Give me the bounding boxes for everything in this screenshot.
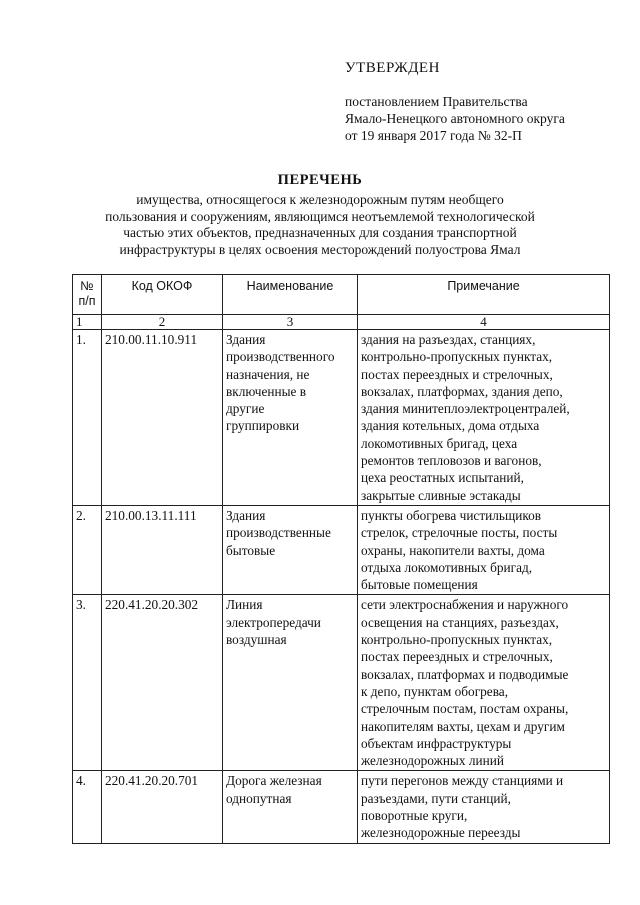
table-header-row — [73, 275, 610, 315]
item-note-line: поворотные круги, — [361, 808, 468, 824]
item-name-line: другие — [226, 401, 265, 417]
item-name-line: Дорога железная — [226, 773, 322, 789]
item-note — [358, 505, 610, 594]
approval-line: постановлением Правительства — [345, 94, 528, 109]
item-name — [223, 771, 358, 843]
item-note-line: к депо, пунктам обогрева, — [361, 683, 509, 699]
item-note-line: цеха реостатных испытаний, — [361, 470, 524, 486]
item-name-line: однопутная — [226, 790, 292, 806]
item-note-line: пункты обогрева чистильщиков — [361, 507, 542, 523]
header-num — [73, 275, 102, 315]
okof-code: 210.00.13.11.111 — [102, 505, 223, 594]
item-name-line: производственного — [226, 349, 335, 365]
okof-code: 220.41.20.20.701 — [102, 771, 223, 843]
approval-line: от 19 января 2017 года № 32-П — [345, 128, 522, 143]
item-note-line: накопителям вахты, цехам и другим — [361, 718, 565, 734]
approval-line: Ямало-Ненецкого автономного округа — [345, 111, 565, 126]
item-note-line: постах переездных и стрелочных, — [361, 649, 553, 665]
item-note-line: бытовые помещения — [361, 577, 478, 593]
item-name-line: назначения, не — [226, 366, 310, 382]
table-row — [73, 330, 610, 506]
column-number: 3 — [223, 315, 358, 330]
okof-code: 210.00.11.10.911 — [102, 330, 223, 506]
item-note-line: отдыха локомотивных бригад, — [361, 559, 533, 575]
item-name-line: Здания — [226, 507, 266, 523]
item-note-line: здания на разъездах, станциях, — [361, 332, 536, 347]
item-note-line: здания котельных, дома отдыха — [361, 418, 540, 434]
item-name-line: бытовые — [226, 542, 276, 558]
item-note — [358, 330, 610, 506]
document-title: ПЕРЕЧЕНЬ — [277, 172, 363, 188]
header-name: Наименование — [223, 275, 358, 315]
item-note-line: стрелок, стрелочные посты, посты — [361, 525, 558, 541]
item-name-line: группировки — [226, 418, 300, 434]
table-row — [73, 771, 610, 843]
item-note-line: объектам инфраструктуры — [361, 735, 512, 751]
subtitle-line: инфраструктуры в целях освоения месторождений полуострова Ямал — [119, 241, 521, 257]
item-note-line: железнодорожные переезды — [361, 825, 521, 841]
item-note-line: здания минитеплоэлектроцентралей, — [361, 401, 570, 417]
item-name — [223, 505, 358, 594]
item-note-line: постах переездных и стрелочных, — [361, 366, 553, 382]
row-number: 4. — [73, 771, 102, 843]
item-note-line: пути перегонов между станциями и — [361, 773, 564, 789]
property-table — [72, 274, 610, 844]
document-subtitle — [70, 192, 570, 258]
item-note-line: контрольно-пропускных пунктах, — [361, 632, 553, 648]
row-number: 2. — [73, 505, 102, 594]
item-note-line: вокзалах, платформах, здания депо, — [361, 383, 563, 399]
item-note-line: локомотивных бригад, цеха — [361, 435, 518, 451]
subtitle-line: пользования и сооружениям, являющимся неотъемлемой технологической — [105, 208, 535, 224]
table-row — [73, 595, 610, 771]
item-note-line: охраны, накопители вахты, дома — [361, 542, 545, 558]
item-note-line: сети электроснабжения и наружного — [361, 597, 569, 613]
item-name-line: Линия — [226, 597, 263, 613]
okof-code: 220.41.20.20.302 — [102, 595, 223, 771]
item-name-line: воздушная — [226, 632, 287, 648]
item-name-line: производственные — [226, 525, 331, 541]
column-number: 4 — [358, 315, 610, 330]
row-number: 3. — [73, 595, 102, 771]
item-note — [358, 771, 610, 843]
item-name-line: включенные в — [226, 383, 307, 399]
item-name — [223, 330, 358, 506]
item-note — [358, 595, 610, 771]
subtitle-line: частью этих объектов, предназначенных для создания транспортной — [123, 225, 517, 240]
item-note-line: железнодорожных линий — [361, 753, 504, 769]
subtitle-line: имущества, относящегося к железнодорожным путям необщего — [136, 192, 504, 207]
item-note-line: закрытые сливные эстакады — [361, 487, 521, 503]
column-number: 1 — [73, 315, 102, 330]
header-num-line: № — [80, 279, 94, 293]
item-name-line: электропередачи — [226, 614, 321, 630]
header-code: Код ОКОФ — [102, 275, 223, 315]
row-number: 1. — [73, 330, 102, 506]
item-name — [223, 595, 358, 771]
table-row — [73, 505, 610, 594]
item-name-line: Здания — [226, 332, 266, 347]
table-body — [73, 330, 610, 844]
item-note-line: разъездами, пути станций, — [361, 790, 511, 806]
item-note-line: стрелочным постам, постам охраны, — [361, 701, 569, 717]
header-num-line: п/п — [78, 294, 96, 308]
column-number: 2 — [102, 315, 223, 330]
item-note-line: освещения на станциях, разъездах, — [361, 614, 559, 630]
approval-heading: УТВЕРЖДЕН — [345, 60, 440, 76]
approval-block — [345, 60, 625, 144]
item-note-line: контрольно-пропускных пунктах, — [361, 349, 553, 365]
item-note-line: ремонтов тепловозов и вагонов, — [361, 453, 542, 469]
column-number-row — [73, 315, 610, 330]
header-note: Примечание — [358, 275, 610, 315]
item-note-line: вокзалах, платформах и подводимые — [361, 666, 569, 682]
